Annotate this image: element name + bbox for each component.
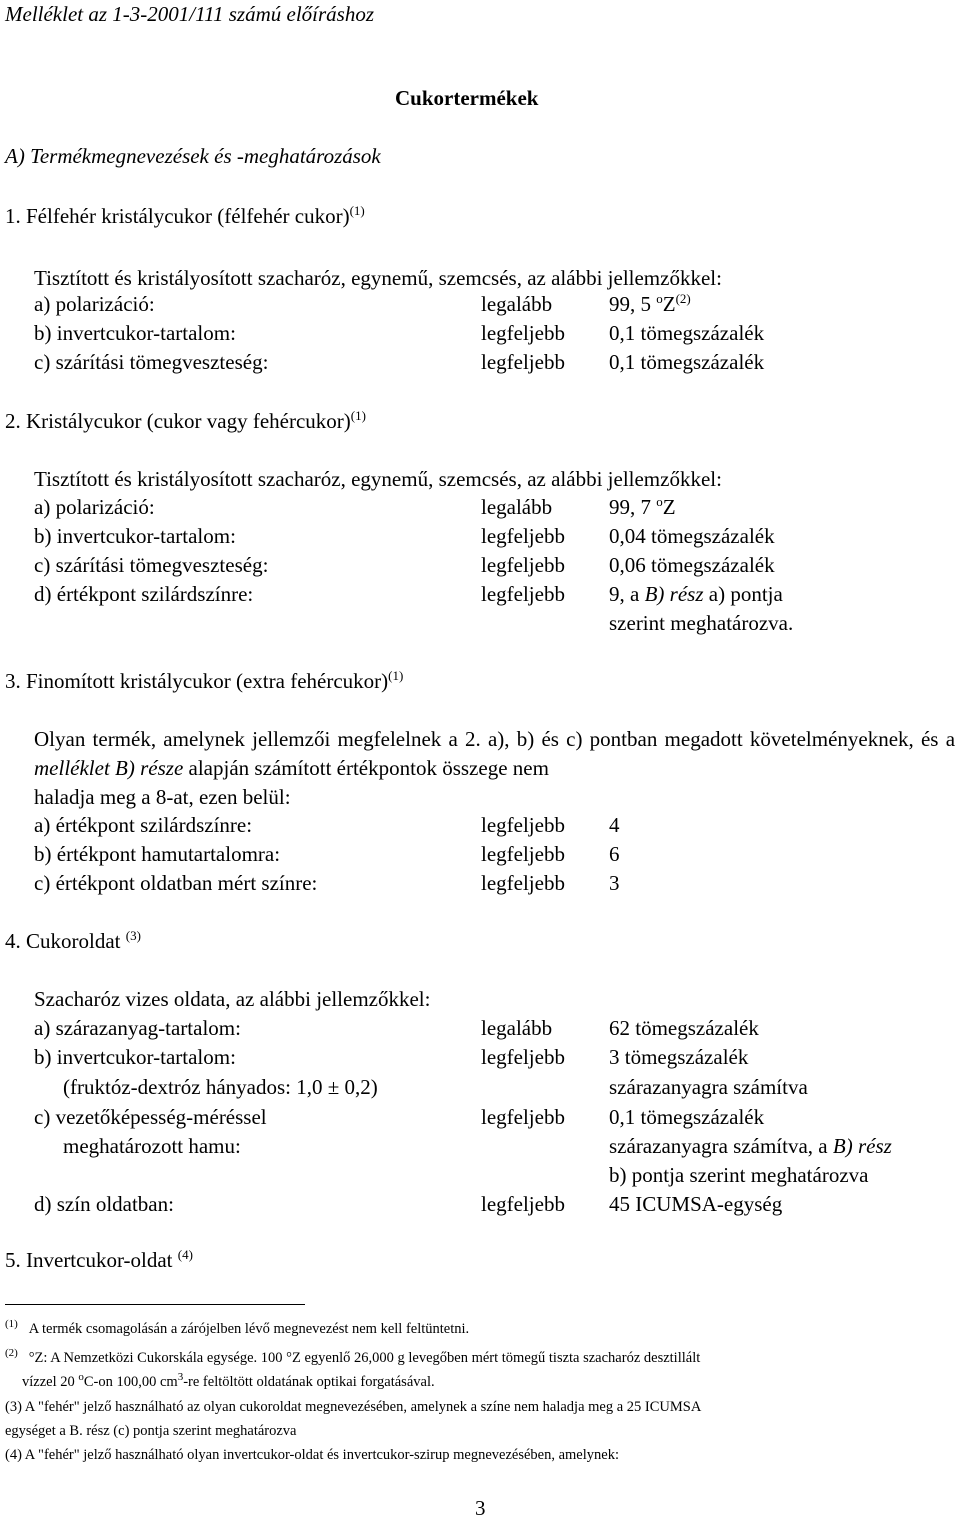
s4-row-limit: legfeljebb — [481, 1045, 565, 1069]
s1-row-limit: legfeljebb — [481, 350, 565, 374]
s3-row-value: 4 — [609, 813, 620, 837]
s3-row-label: b) értékpont hamutartalomra: — [34, 842, 281, 866]
s3-row-value: 3 — [609, 871, 620, 895]
s3-row-label: c) értékpont oldatban mért színre: — [34, 871, 318, 895]
section-2-intro: Tisztított és kristályosított szacharóz, egynemű, szemcsés, az alábbi jellemzőkkel: — [34, 467, 722, 491]
s1-row-label: c) szárítási tömegveszteség: — [34, 350, 269, 374]
s2-row-label: a) polarizáció: — [34, 495, 155, 519]
s4-row-limit: legfeljebb — [481, 1105, 565, 1129]
s1-row-limit: legfeljebb — [481, 321, 565, 345]
s4-row-limit: legalább — [481, 1016, 553, 1040]
s4-row-sublabel: meghatározott hamu: — [63, 1134, 241, 1158]
s4-row-label: a) szárazanyag-tartalom: — [34, 1016, 241, 1040]
section-3-heading: 3. Finomított kristálycukor (extra fehércukor)$^{(1)}$ — [5, 668, 404, 693]
s1-row-label: a) polarizáció: — [34, 292, 155, 316]
s3-row-label: a) értékpont szilárdszínre: — [34, 813, 253, 837]
s4-row-label: b) invertcukor-tartalom: — [34, 1045, 236, 1069]
s2-row-limit: legalább — [481, 495, 553, 519]
section-1-heading: 1. Félfehér kristálycukor (félfehér cukor)$^{(1)}$ — [5, 203, 365, 228]
s2-row-limit: legfeljebb — [481, 582, 565, 606]
s2-row-label: c) szárítási tömegveszteség: — [34, 553, 269, 577]
section-5-heading: 5. Invertcukor-oldat $^{(4)}$ — [5, 1247, 193, 1272]
s3-row-value: 6 — [609, 842, 620, 866]
document-header: Melléklet az 1-3-2001/111 számú előíráshoz — [5, 2, 375, 26]
s2-row-label: d) értékpont szilárdszínre: — [34, 582, 254, 606]
s3-row-limit: legfeljebb — [481, 813, 565, 837]
section-4-heading: 4. Cukoroldat $^{(3)}$ — [5, 928, 141, 953]
s2-row-label: b) invertcukor-tartalom: — [34, 524, 236, 548]
s4-row-value: 62 tömegszázalék — [609, 1016, 759, 1040]
s3-row-limit: legfeljebb — [481, 842, 565, 866]
s2-row-limit: legfeljebb — [481, 553, 565, 577]
s2-row-value: 99, 7 $^o$Z — [609, 494, 676, 519]
footnote-2: $^{(2)}$ °Z: A Nemzetközi Cukorskála egysége. 100 °Z egyenlő 26,000 g levegőben mért tömegű tiszta szacharóz desztillált — [5, 1347, 701, 1366]
s4-row-value-cont: szárazanyagra számítva, a B) rész — [609, 1134, 892, 1158]
section-1-intro: Tisztított és kristályosított szacharóz, egynemű, szemcsés, az alábbi jellemzőkkel: — [34, 266, 722, 290]
page-number: 3 — [475, 1496, 486, 1520]
page-title: Cukortermékek — [395, 86, 539, 110]
s2-row-value: 0,04 tömegszázalék — [609, 524, 775, 548]
s2-row-value-cont: szerint meghatározva. — [609, 611, 794, 635]
s4-row-sublabel: (fruktóz-dextróz hányados: 1,0 ± 0,2) — [63, 1075, 378, 1099]
s4-row-value: 3 tömegszázalék — [609, 1045, 749, 1069]
footnote-separator — [5, 1304, 305, 1305]
s2-row-value: 9, a B) rész a) pontja — [609, 582, 783, 606]
section-a-heading: A) Termékmegnevezések és -meghatározások — [5, 144, 381, 168]
s1-row-value: 0,1 tömegszázalék — [609, 350, 765, 374]
s2-row-limit: legfeljebb — [481, 524, 565, 548]
s3-row-limit: legfeljebb — [481, 871, 565, 895]
footnote-4: (4) A "fehér" jelző használható olyan invertcukor-oldat és invertcukor-szirup megnevezésében, amelynek: — [5, 1447, 619, 1463]
section-4-intro: Szacharóz vizes oldata, az alábbi jellemzőkkel: — [34, 987, 431, 1011]
s4-row-value: 45 ICUMSA-egység — [609, 1192, 783, 1216]
s4-row-value-cont: b) pontja szerint meghatározva — [609, 1163, 869, 1187]
s4-row-label: d) szín oldatban: — [34, 1192, 174, 1216]
section-3-paragraph: Olyan termék, amelynek jellemzői megfelelnek a 2. a), b) és c) pontban megadott követelményeknek, és a melléklet B) része alapján számított értékpontok összege nem haladja meg a 8-at, ezen belül: — [34, 727, 956, 809]
s4-row-limit: legfeljebb — [481, 1192, 565, 1216]
s4-row-label: c) vezetőképesség-méréssel — [34, 1105, 267, 1129]
s2-row-value: 0,06 tömegszázalék — [609, 553, 775, 577]
s4-row-value: 0,1 tömegszázalék — [609, 1105, 765, 1129]
s1-row-label: b) invertcukor-tartalom: — [34, 321, 236, 345]
s1-row-value: 99, 5 $^oZ^{(2)}$ — [609, 291, 691, 316]
s4-row-value-cont: szárazanyagra számítva — [609, 1075, 808, 1099]
section-2-heading: 2. Kristálycukor (cukor vagy fehércukor)$^{(1)}$ — [5, 408, 366, 433]
footnote-1: $^{(1)}$ A termék csomagolásán a zárójelben lévő megnevezést nem kell feltüntetni. — [5, 1318, 470, 1337]
s1-row-value: 0,1 tömegszázalék — [609, 321, 765, 345]
footnote-3-cont: egységet a B. rész (c) pontja szerint meghatározva — [5, 1423, 297, 1439]
s1-row-limit: legalább — [481, 292, 553, 316]
footnote-3: (3) A "fehér" jelző használható az olyan cukoroldat megnevezésében, amelynek a színe nem haladja meg a 25 ICUMSA — [5, 1399, 702, 1415]
footnote-2-cont: vízzel 20 $^o$C-on 100,00 cm$^3$-re feltöltött oldatának optikai forgatásával. — [22, 1371, 435, 1390]
